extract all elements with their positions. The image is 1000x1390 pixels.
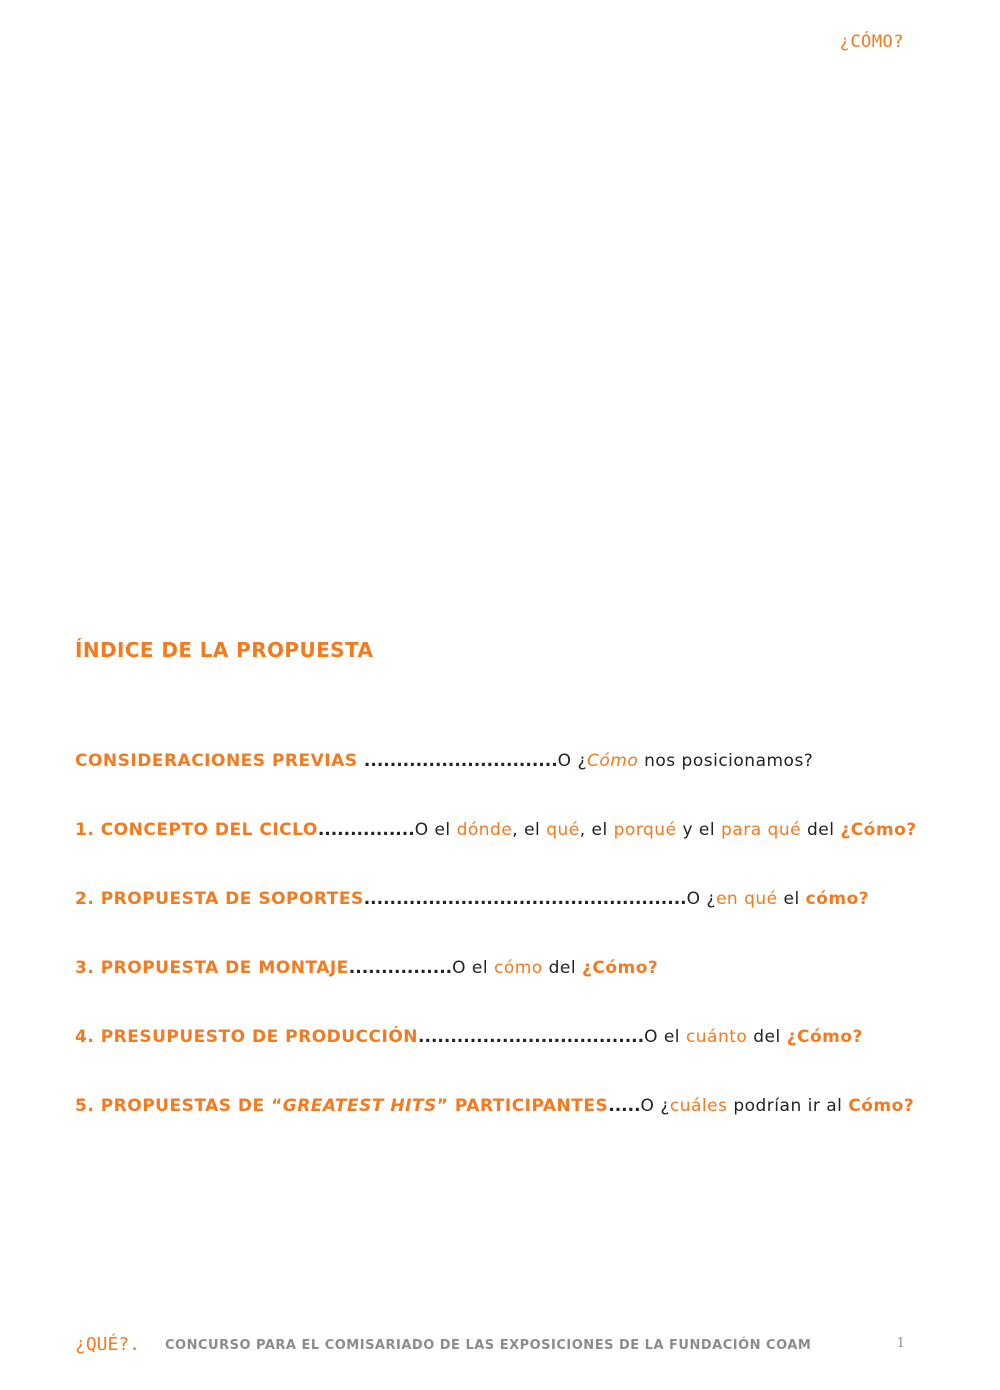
toc-leader-dots: ..................................................	[363, 889, 687, 909]
toc-subtitle-text: del	[542, 958, 582, 978]
toc-leader-dots: ................	[348, 958, 453, 978]
toc-subtitle-text: podrían ir al	[727, 1096, 849, 1116]
page-footer	[75, 1334, 905, 1364]
toc-subtitle-highlight: cuáles	[669, 1096, 728, 1116]
toc-item-soportes[interactable]	[75, 886, 935, 955]
toc-item-label: 4. PRESUPUESTO DE PRODUCCIÓN	[75, 1027, 419, 1047]
toc-subtitle-highlight: para qué	[721, 820, 802, 840]
toc-subtitle-text: O ¿	[686, 889, 716, 909]
footer-mark: ¿QUÉ?.	[75, 1334, 141, 1355]
toc-subtitle-highlight: en qué	[715, 889, 778, 909]
toc-subtitle-text: el	[777, 889, 806, 909]
header-mark: ¿CÓMO?	[839, 32, 904, 52]
toc-subtitle-highlight: dónde	[456, 820, 513, 840]
page-title: ÍNDICE DE LA PROPUESTA	[75, 638, 374, 662]
toc-subtitle-text: y el	[676, 820, 722, 840]
toc-item-label: 5. PROPUESTAS DE “	[75, 1096, 283, 1116]
toc-item-label: 1. CONCEPTO DEL CICLO	[75, 820, 318, 840]
toc-leader-dots: ...................................	[418, 1027, 645, 1047]
toc-leader-dots: .....	[608, 1096, 641, 1116]
toc-leader-dots: ..............................	[363, 751, 558, 771]
table-of-contents	[75, 748, 935, 1162]
toc-subtitle-text: O el	[452, 958, 494, 978]
toc-subtitle-text: O ¿	[640, 1096, 670, 1116]
toc-item-label: 3. PROPUESTA DE MONTAJE	[75, 958, 349, 978]
toc-subtitle-bold: ¿Cómo?	[840, 820, 917, 840]
toc-item-consideraciones[interactable]	[75, 748, 935, 817]
toc-subtitle-bold: Cómo?	[848, 1096, 915, 1116]
toc-subtitle-text: O el	[644, 1027, 686, 1047]
toc-subtitle-text: nos posicionamos?	[638, 751, 814, 771]
toc-item-montaje[interactable]	[75, 955, 935, 1024]
toc-item-label: CONSIDERACIONES PREVIAS	[75, 751, 364, 771]
toc-item-concepto[interactable]	[75, 817, 935, 886]
toc-subtitle-highlight: porqué	[613, 820, 677, 840]
toc-item-presupuesto[interactable]	[75, 1024, 935, 1093]
toc-subtitle-text: del	[801, 820, 841, 840]
toc-subtitle-highlight: cuánto	[685, 1027, 748, 1047]
toc-subtitle-highlight: Cómo	[586, 751, 639, 771]
toc-item-label-italic: GREATEST HITS	[282, 1096, 437, 1116]
toc-subtitle-text: , el	[512, 820, 547, 840]
toc-subtitle-highlight: cómo	[494, 958, 543, 978]
toc-subtitle-text: O ¿	[557, 751, 587, 771]
toc-item-label: 2. PROPUESTA DE SOPORTES	[75, 889, 364, 909]
toc-leader-dots: ...............	[317, 820, 415, 840]
toc-subtitle-text: O el	[414, 820, 457, 840]
toc-subtitle-text: del	[747, 1027, 787, 1047]
toc-item-label: ” PARTICIPANTES	[436, 1096, 609, 1116]
toc-subtitle-bold: ¿Cómo?	[786, 1027, 863, 1047]
toc-subtitle-bold: ¿Cómo?	[582, 958, 659, 978]
footer-text: CONCURSO PARA EL COMISARIADO DE LAS EXPOSICIONES DE LA FUNDACIÓN COAM	[165, 1338, 812, 1353]
page-number: 1	[896, 1336, 905, 1351]
toc-item-propuestas[interactable]	[75, 1093, 935, 1162]
toc-subtitle-highlight: qué	[546, 820, 580, 840]
toc-subtitle-text: , el	[579, 820, 614, 840]
toc-subtitle-bold: cómo?	[805, 889, 870, 909]
